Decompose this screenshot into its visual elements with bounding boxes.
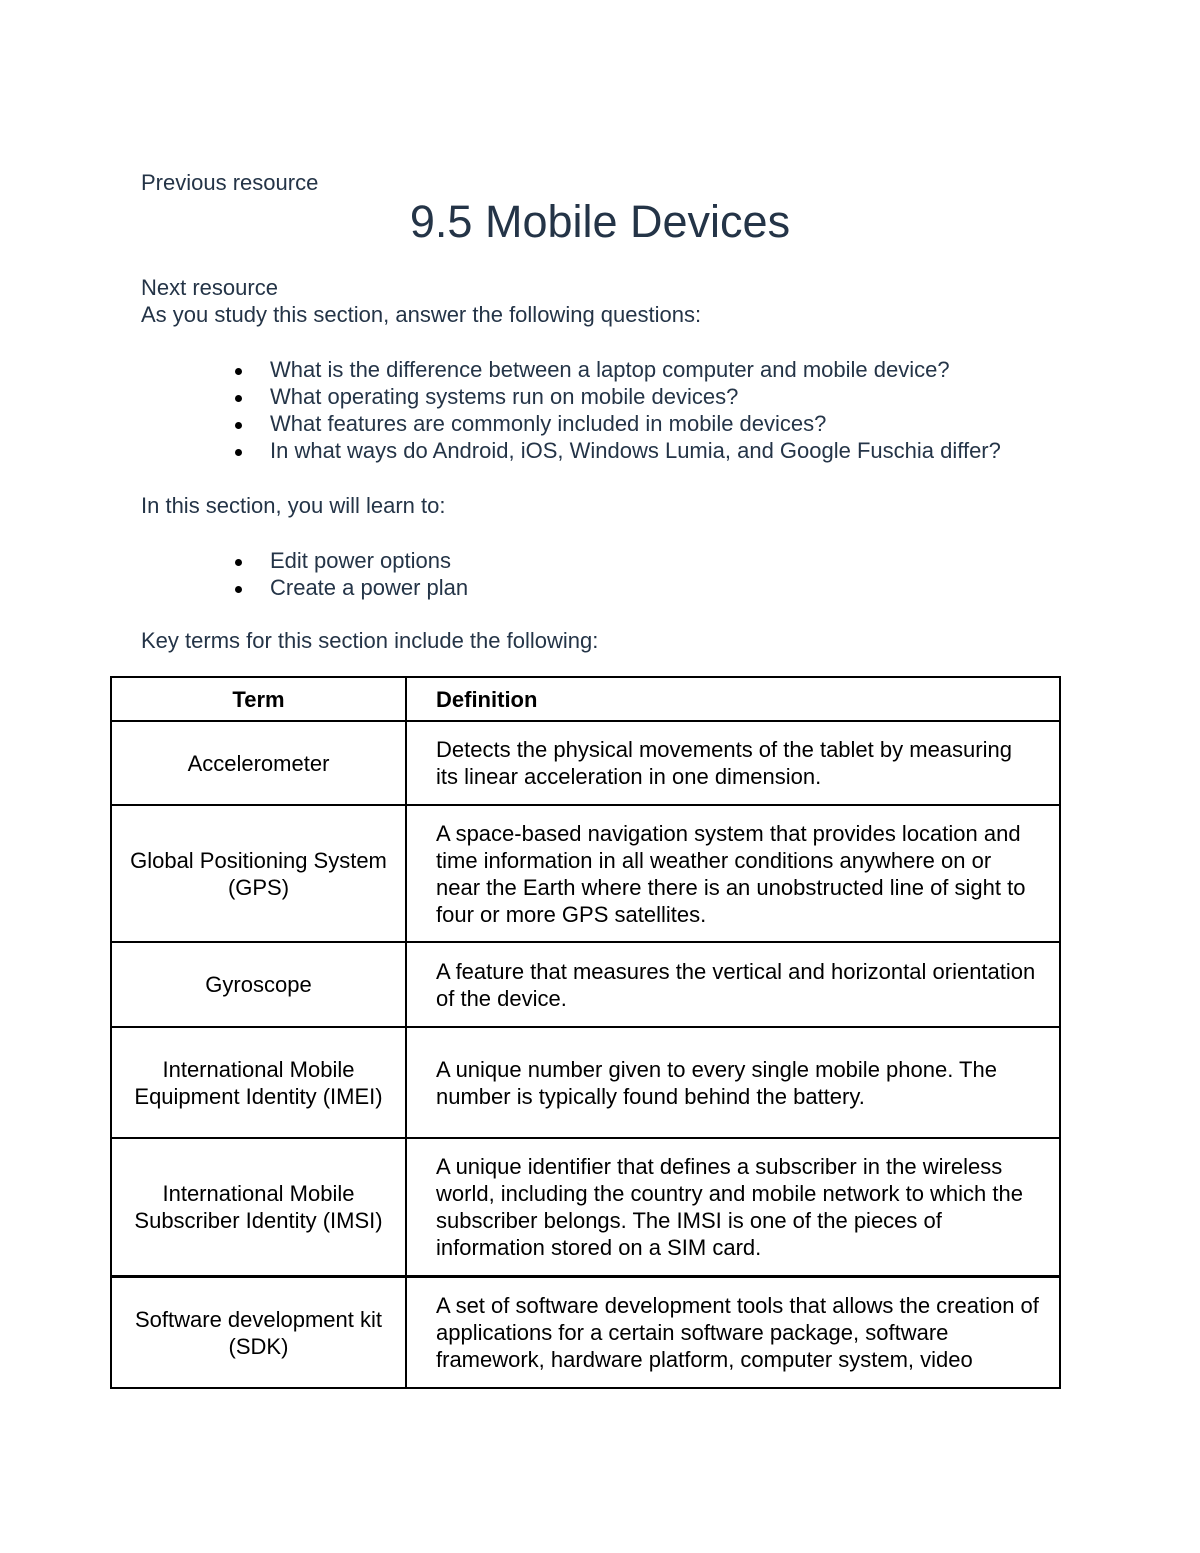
page-title: 9.5 Mobile Devices <box>409 196 791 247</box>
term-cell: Gyroscope <box>111 942 406 1027</box>
learn-item: Create a power plan <box>230 575 468 602</box>
key-terms-table <box>110 676 1061 1389</box>
term-cell: International Mobile Equipment Identity (IMEI) <box>111 1027 406 1138</box>
key-terms-intro: Key terms for this section include the following: <box>141 628 599 653</box>
definition-cell: Detects the physical movements of the tablet by measuring its linear acceleration in one dimension. <box>406 721 1060 805</box>
questions-list <box>230 357 1001 465</box>
term-cell: Global Positioning System (GPS) <box>111 805 406 942</box>
table-header-row <box>111 677 1060 721</box>
header-definition: Definition <box>406 677 1060 721</box>
term-cell: Software development kit (SDK) <box>111 1277 406 1389</box>
questions-intro: As you study this section, answer the following questions: <box>141 302 702 327</box>
learn-intro: In this section, you will learn to: <box>141 493 446 518</box>
question-item: What operating systems run on mobile devices? <box>230 384 1001 411</box>
table-row <box>111 721 1060 805</box>
previous-resource-link[interactable]: Previous resource <box>141 170 319 195</box>
question-item: What is the difference between a laptop computer and mobile device? <box>230 357 1001 384</box>
learn-list <box>230 548 468 602</box>
table-row <box>111 1277 1060 1389</box>
question-item: What features are commonly included in mobile devices? <box>230 411 1001 438</box>
definition-cell: A space-based navigation system that provides location and time information in all weather conditions anywhere on or near the Earth where there is an unobstructed line of sight to four or more GPS satellites. <box>406 805 1060 942</box>
table-row <box>111 942 1060 1027</box>
next-resource-link[interactable]: Next resource <box>141 275 278 300</box>
definition-cell: A unique identifier that defines a subscriber in the wireless world, including the country and mobile network to which the subscriber belongs. The IMSI is one of the pieces of information stored on a SIM card. <box>406 1138 1060 1277</box>
question-item: In what ways do Android, iOS, Windows Lumia, and Google Fuschia differ? <box>230 438 1001 465</box>
definition-cell: A set of software development tools that allows the creation of applications for a certain software package, software framework, hardware platform, computer system, video <box>406 1277 1060 1389</box>
learn-item: Edit power options <box>230 548 468 575</box>
definition-cell: A unique number given to every single mobile phone. The number is typically found behind the battery. <box>406 1027 1060 1138</box>
table-row <box>111 805 1060 942</box>
header-term: Term <box>111 677 406 721</box>
table-row <box>111 1138 1060 1277</box>
table-row <box>111 1027 1060 1138</box>
term-cell: Accelerometer <box>111 721 406 805</box>
term-cell: International Mobile Subscriber Identity (IMSI) <box>111 1138 406 1277</box>
definition-cell: A feature that measures the vertical and horizontal orientation of the device. <box>406 942 1060 1027</box>
